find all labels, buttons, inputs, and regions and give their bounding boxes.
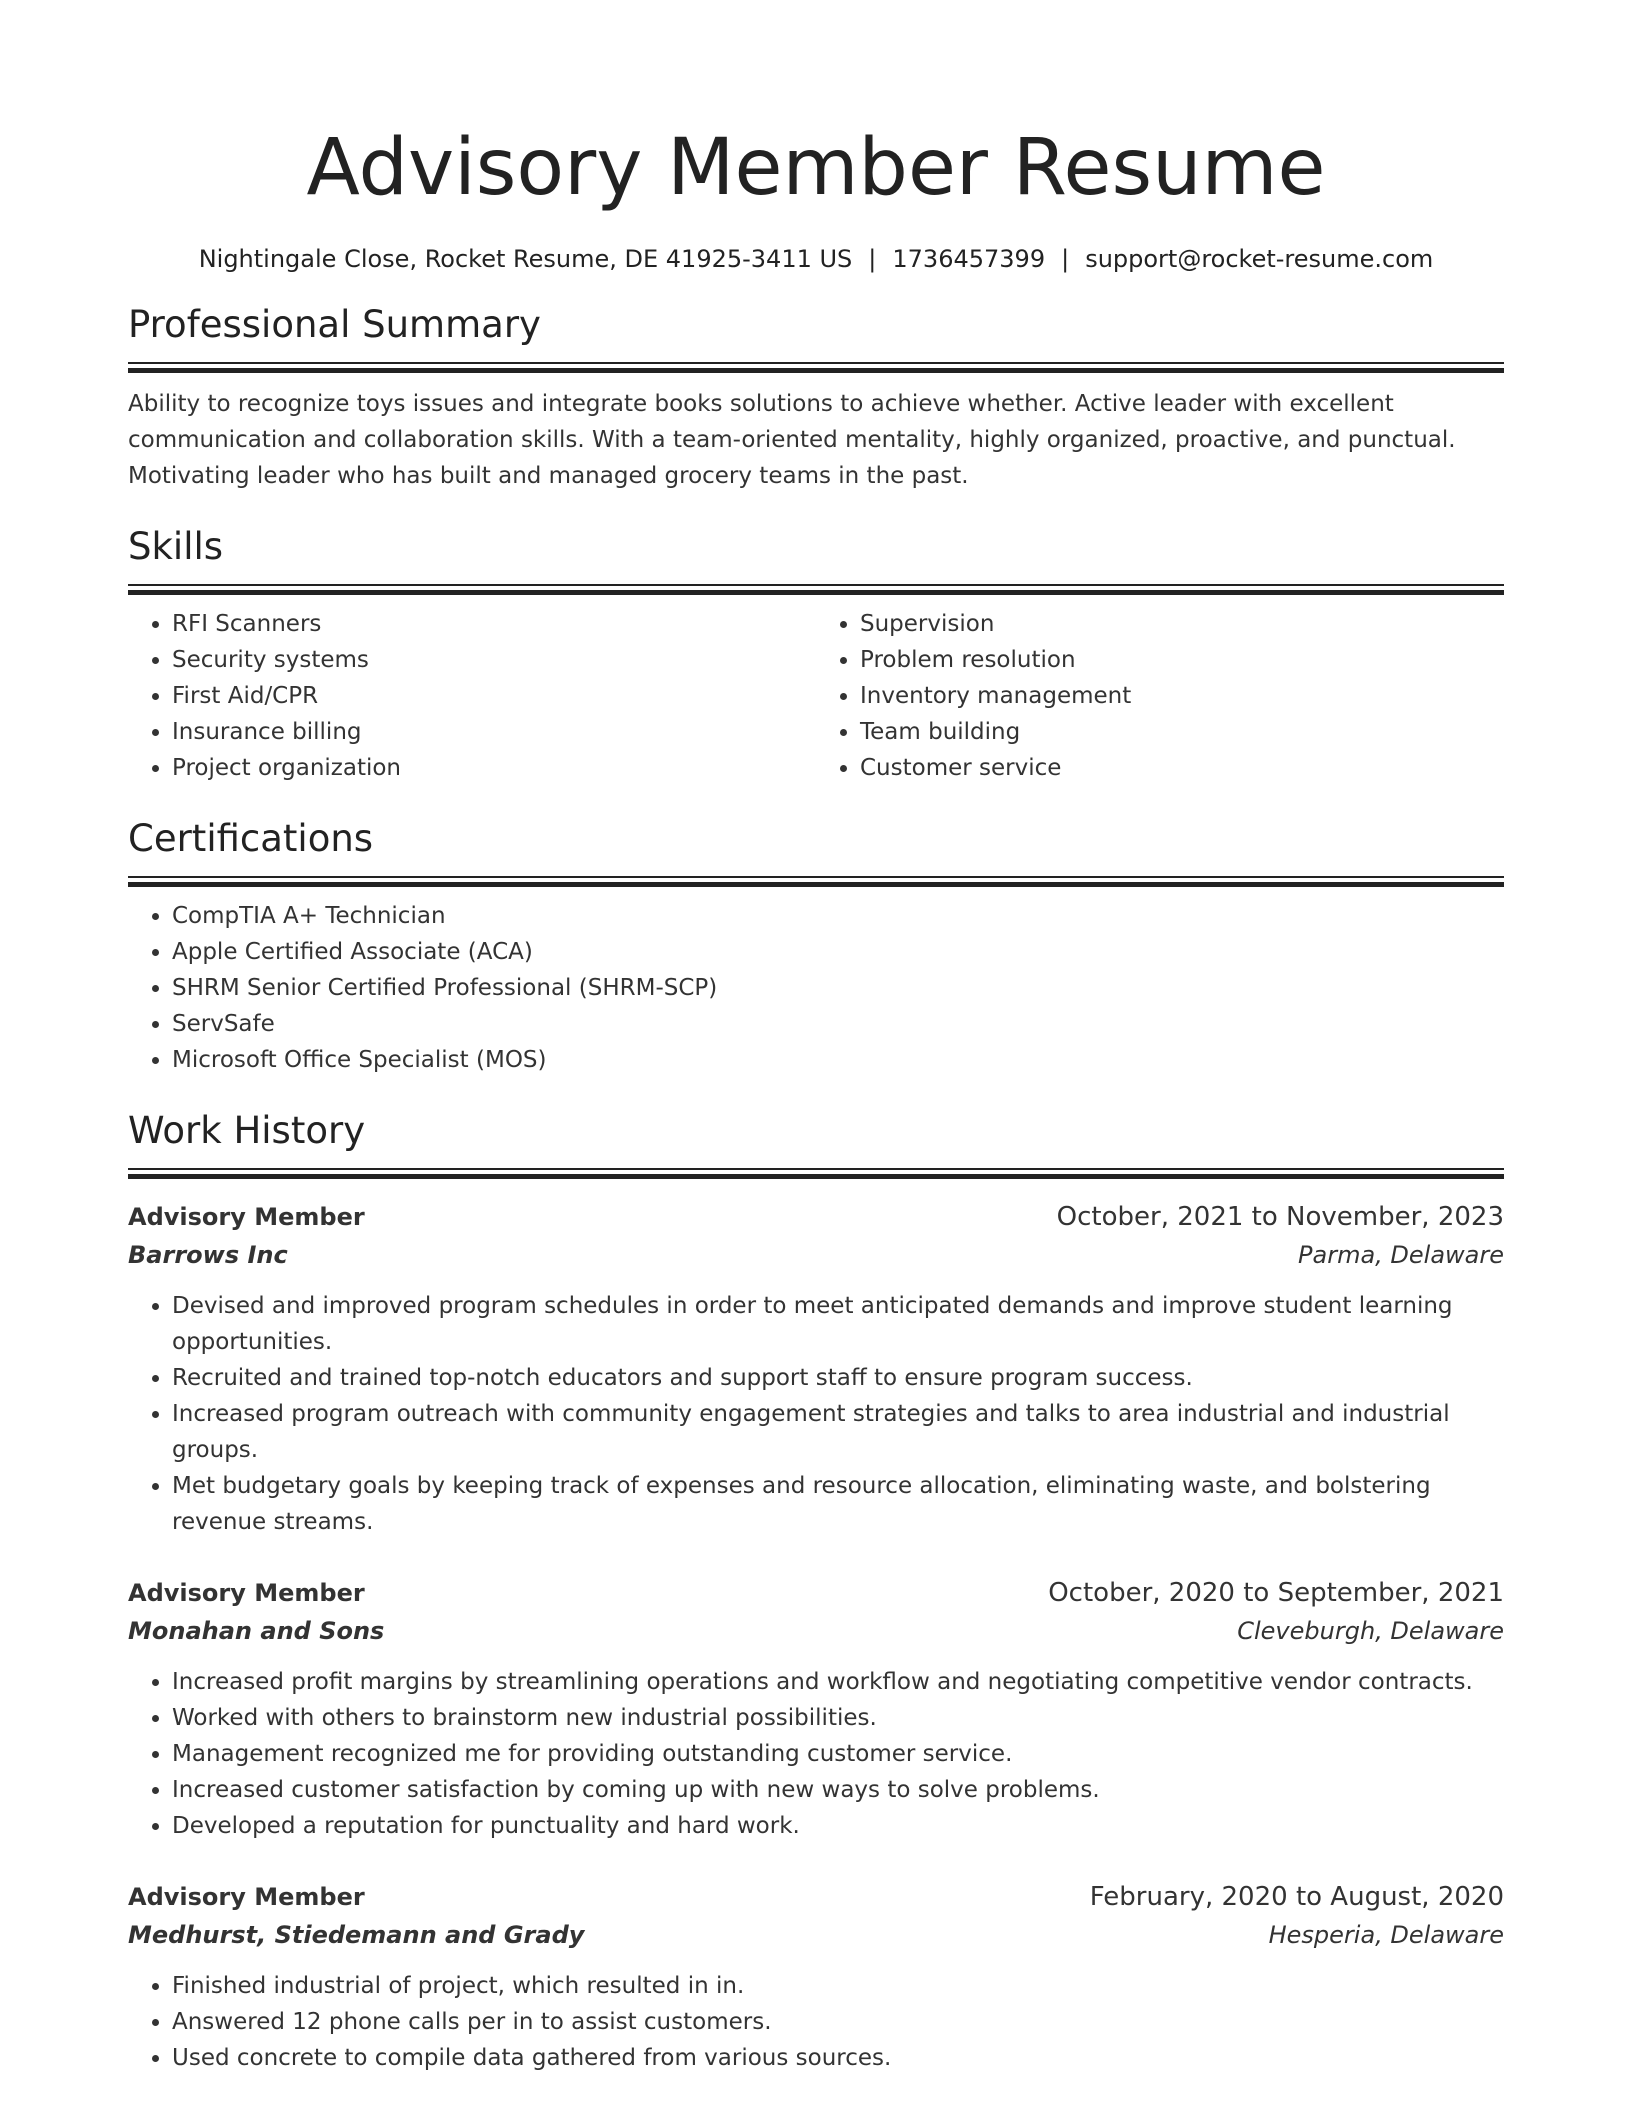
certification-item: • CompTIA A+ Technician <box>172 898 1504 934</box>
job-bullet: • Management recognized me for providing outstanding customer service. <box>172 1736 1504 1772</box>
job-bullets <box>128 1288 1504 1540</box>
job-bullets <box>128 1968 1504 2076</box>
certifications-list <box>128 898 1504 1078</box>
certification-item: • ServSafe <box>172 1006 1504 1042</box>
job-bullet: • Increased profit margins by streamlining operations and workflow and negotiating competitive vendor contracts. <box>172 1664 1504 1700</box>
job-location: Parma, Delaware <box>1298 1241 1504 1269</box>
summary-section <box>128 302 1504 494</box>
job-header-row <box>128 1574 1504 1612</box>
job-company-row <box>128 1612 1504 1650</box>
section-heading-work-history: Work History <box>128 1109 366 1152</box>
job-bullet: • Worked with others to brainstorm new industrial possibilities. <box>172 1700 1504 1736</box>
skills-list-left <box>128 606 816 786</box>
job-company: Barrows Inc <box>128 1241 288 1269</box>
job-company: Medhurst, Stiedemann and Grady <box>128 1921 585 1949</box>
section-heading-skills: Skills <box>128 525 224 568</box>
job-header-row <box>128 1198 1504 1236</box>
certifications-section <box>128 816 1504 1078</box>
section-divider <box>128 584 1504 594</box>
resume-title: Advisory Member Resume <box>306 123 1326 213</box>
job-bullet: • Finished industrial of project, which resulted in in. <box>172 1968 1504 2004</box>
contact-email[interactable]: support@rocket-resume.com <box>1085 245 1434 273</box>
skill-item: • First Aid/CPR <box>172 678 816 714</box>
job-bullet: • Devised and improved program schedules in order to meet anticipated demands and improve student learning opportunities. <box>172 1288 1504 1360</box>
job-dates: October, 2020 to September, 2021 <box>1048 1578 1504 1608</box>
job-title: Advisory Member <box>128 1203 365 1231</box>
job-bullets <box>128 1664 1504 1844</box>
certification-item: • SHRM Senior Certified Professional (SHRM-SCP) <box>172 970 1504 1006</box>
skill-item: • Inventory management <box>860 678 1504 714</box>
contact-separator: | <box>868 245 877 273</box>
job-company-row <box>128 1916 1504 1954</box>
resume-page <box>128 0 1504 2076</box>
certification-item: • Apple Certified Associate (ACA) <box>172 934 1504 970</box>
skill-item: • RFI Scanners <box>172 606 816 642</box>
job-bullet: • Increased program outreach with community engagement strategies and talks to area industrial and industrial groups. <box>172 1396 1504 1468</box>
section-divider <box>128 1168 1504 1178</box>
job-title: Advisory Member <box>128 1883 365 1911</box>
job-bullet: • Developed a reputation for punctuality and hard work. <box>172 1808 1504 1844</box>
job-location: Cleveburgh, Delaware <box>1237 1617 1504 1645</box>
job-bullet: • Used concrete to compile data gathered from various sources. <box>172 2040 1504 2076</box>
section-divider <box>128 876 1504 886</box>
summary-text: Ability to recognize toys issues and integrate books solutions to achieve whether. Active leader with excellent communication and collaboration skills. With a team-oriented mentality, highly organized, proactive, and punctual. Motivating leader who has built and managed grocery teams in the past. <box>128 391 1456 489</box>
skill-item: • Supervision <box>860 606 1504 642</box>
skill-item: • Team building <box>860 714 1504 750</box>
contact-separator: | <box>1061 245 1070 273</box>
job-location: Hesperia, Delaware <box>1268 1921 1504 1949</box>
skills-columns <box>128 606 1504 786</box>
skill-item: • Insurance billing <box>172 714 816 750</box>
section-heading-certifications: Certifications <box>128 817 374 860</box>
skill-item: • Project organization <box>172 750 816 786</box>
skill-item: • Problem resolution <box>860 642 1504 678</box>
job-title: Advisory Member <box>128 1579 365 1607</box>
section-heading-summary: Professional Summary <box>128 303 541 346</box>
contact-phone[interactable]: 1736457399 <box>892 245 1046 273</box>
skill-item: • Security systems <box>172 642 816 678</box>
job-bullet: • Recruited and trained top-notch educators and support staff to ensure program success. <box>172 1360 1504 1396</box>
section-divider <box>128 362 1504 372</box>
skills-list-right <box>816 606 1504 786</box>
job-bullet: • Increased customer satisfaction by coming up with new ways to solve problems. <box>172 1772 1504 1808</box>
job-bullet: • Met budgetary goals by keeping track of expenses and resource allocation, eliminating waste, and bolstering revenue streams. <box>172 1468 1504 1540</box>
job-entry <box>128 1574 1504 1844</box>
job-entry <box>128 1198 1504 1540</box>
job-entry <box>128 1878 1504 2076</box>
work-history-section <box>128 1108 1504 2076</box>
contact-line <box>128 242 1504 276</box>
job-dates: October, 2021 to November, 2023 <box>1056 1202 1504 1232</box>
job-header-row <box>128 1878 1504 1916</box>
job-company: Monahan and Sons <box>128 1617 385 1645</box>
contact-address: Nightingale Close, Rocket Resume, DE 41925-3411 US <box>198 245 853 273</box>
certification-item: • Microsoft Office Specialist (MOS) <box>172 1042 1504 1078</box>
job-bullet: • Answered 12 phone calls per in to assist customers. <box>172 2004 1504 2040</box>
job-company-row <box>128 1236 1504 1274</box>
job-dates: February, 2020 to August, 2020 <box>1089 1882 1504 1912</box>
skill-item: • Customer service <box>860 750 1504 786</box>
skills-section <box>128 524 1504 786</box>
